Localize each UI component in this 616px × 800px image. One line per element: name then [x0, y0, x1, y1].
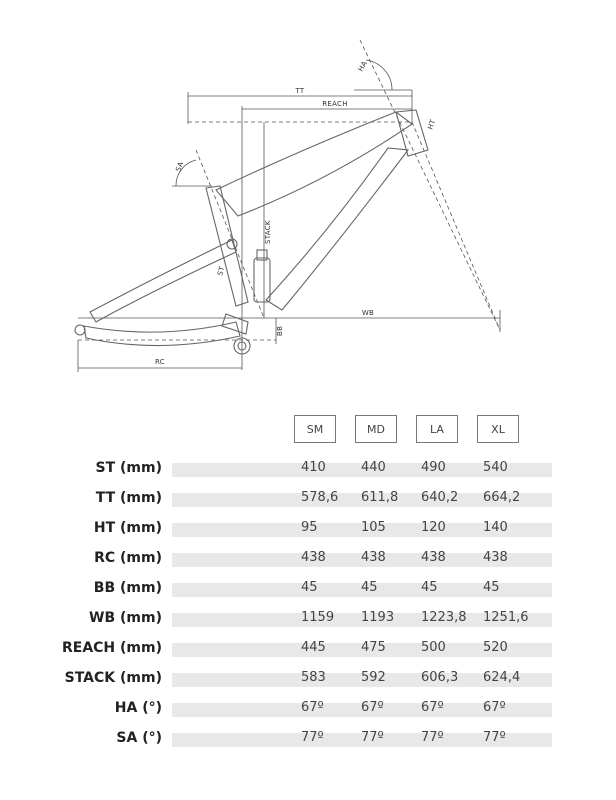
row-value: 640,2: [421, 490, 459, 505]
size-header: [0, 415, 616, 445]
row-value: 500: [421, 640, 446, 655]
row-value: 438: [483, 550, 508, 565]
row-value: 445: [301, 640, 326, 655]
row-value: 1193: [361, 610, 395, 625]
row-value: 77º: [421, 730, 444, 745]
bb-label: BB: [276, 325, 284, 336]
row-value: 438: [361, 550, 386, 565]
row-value: 664,2: [483, 490, 521, 505]
row-value: 578,6: [301, 490, 339, 505]
row-value: 45: [301, 580, 318, 595]
row-value: 77º: [483, 730, 506, 745]
row-value: 67º: [421, 700, 444, 715]
geometry-table: [0, 456, 616, 756]
row-label: ST (mm): [95, 460, 162, 476]
row-value: 540: [483, 460, 508, 475]
row-value: 520: [483, 640, 508, 655]
row-value: 67º: [361, 700, 384, 715]
row-value: 1251,6: [483, 610, 529, 625]
stack-label: STACK: [264, 220, 272, 244]
row-label: STACK (mm): [64, 670, 162, 686]
row-value: 67º: [301, 700, 324, 715]
row-value: 67º: [483, 700, 506, 715]
table-row: [0, 606, 616, 636]
tt-label: TT: [295, 87, 305, 95]
row-value: 475: [361, 640, 386, 655]
row-value: 592: [361, 670, 386, 685]
sa-label: SA: [174, 160, 186, 173]
row-value: 410: [301, 460, 326, 475]
row-value: 45: [421, 580, 438, 595]
table-row: [0, 666, 616, 696]
row-label: HT (mm): [93, 520, 162, 536]
table-row: [0, 696, 616, 726]
row-label: TT (mm): [95, 490, 162, 506]
wb-label: WB: [361, 309, 375, 317]
size-header-sm: SM: [294, 415, 336, 443]
size-header-xl: XL: [477, 415, 519, 443]
row-value: 606,3: [421, 670, 459, 685]
ht-label: HT: [426, 118, 438, 131]
table-row: [0, 576, 616, 606]
row-value: 77º: [301, 730, 324, 745]
reach-label: REACH: [322, 100, 348, 108]
row-value: 1223,8: [421, 610, 467, 625]
row-value: 140: [483, 520, 508, 535]
row-value: 1159: [301, 610, 335, 625]
table-row: [0, 516, 616, 546]
row-value: 438: [421, 550, 446, 565]
table-row: [0, 486, 616, 516]
row-value: 45: [483, 580, 500, 595]
row-value: 490: [421, 460, 446, 475]
row-value: 95: [301, 520, 318, 535]
table-row: [0, 636, 616, 666]
row-label: HA (°): [114, 700, 162, 716]
st-label: ST: [216, 265, 227, 277]
row-value: 611,8: [361, 490, 399, 505]
row-value: 45: [361, 580, 378, 595]
frame-outline: [75, 110, 428, 354]
row-value: 105: [361, 520, 386, 535]
table-row: [0, 726, 616, 756]
row-value: 583: [301, 670, 326, 685]
row-value: 77º: [361, 730, 384, 745]
row-value: 120: [421, 520, 446, 535]
rc-label: RC: [154, 358, 166, 366]
size-header-la: LA: [416, 415, 458, 443]
row-value: 624,4: [483, 670, 521, 685]
size-header-md: MD: [355, 415, 397, 443]
table-row: [0, 456, 616, 486]
row-label: RC (mm): [94, 550, 162, 566]
ha-angle-arc: [366, 60, 392, 90]
row-label: WB (mm): [89, 610, 162, 626]
row-label: BB (mm): [93, 580, 162, 596]
row-label: SA (°): [116, 730, 162, 746]
row-value: 438: [301, 550, 326, 565]
row-label: REACH (mm): [61, 640, 162, 656]
ha-label: HA: [356, 59, 370, 73]
row-value: 440: [361, 460, 386, 475]
table-row: [0, 546, 616, 576]
